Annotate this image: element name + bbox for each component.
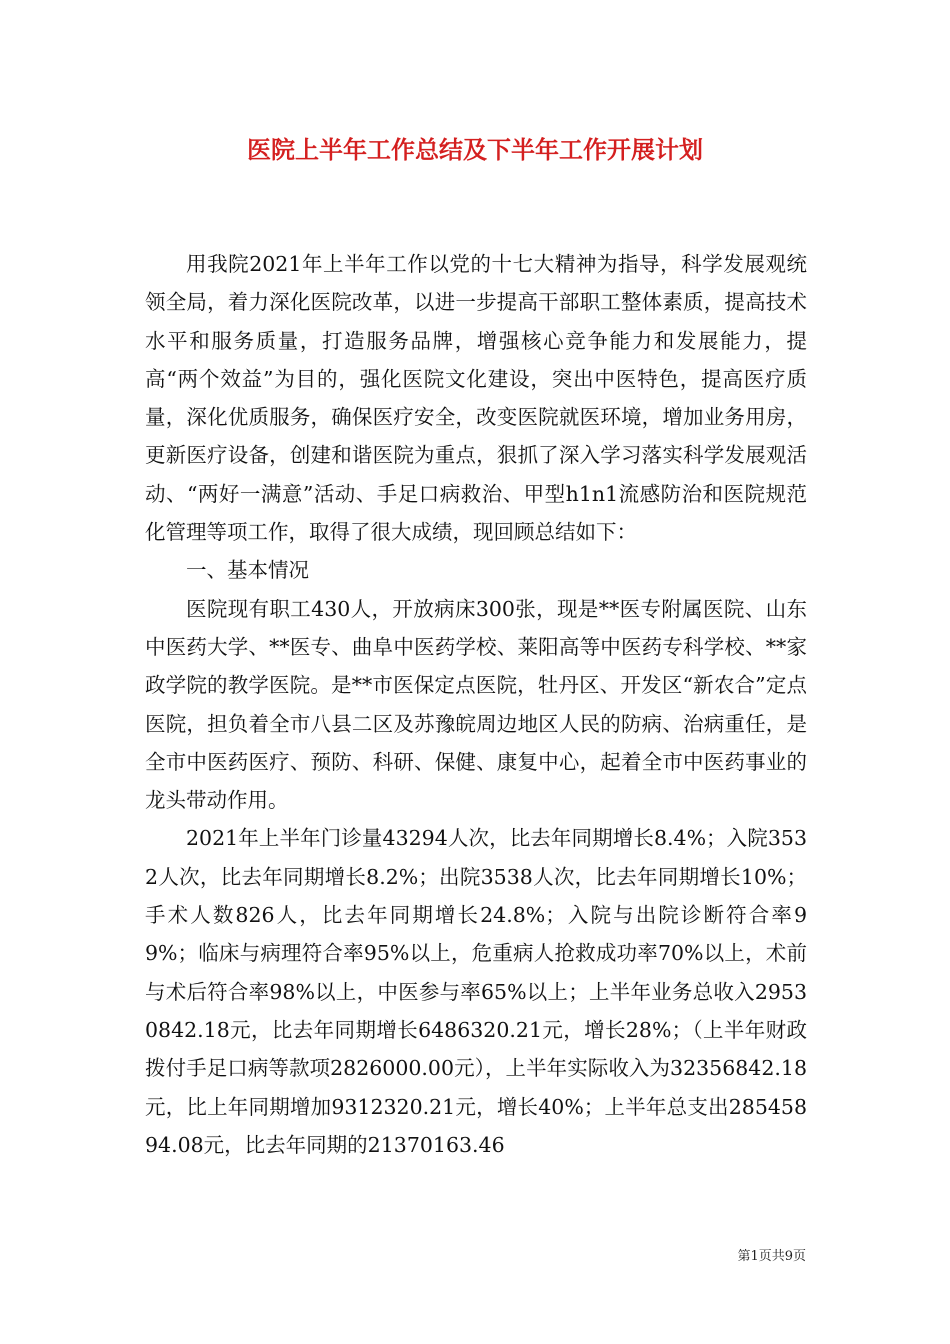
section-heading: 一、基本情况 (186, 558, 309, 583)
intro-paragraph: 用我院2021年上半年工作以党的十七大精神为指导，科学发展观统领全局，着力深化医院改革，以进一步提高干部职工整体素质，提高技术水平和服务质量，打造服务品牌，增强核心竞争能力和发展能力，提高“两个效益”为目的，强化医院文化建设，突出中医特色，提高医疗质量，深化优质服务，确保医疗安全，改变医院就医环境，增加业务用房，更新医疗设备，创建和谐医院为重点，狠抓了深入学习落实科学发展观活动、“两好一满意”活动、手足口病救治、甲型h1n1流感防治和医院规范化管理等项工作，取得了很大成绩，现回顾总结如下： (145, 252, 807, 545)
page-number: 第1页共9页 (737, 1249, 806, 1264)
document-title: 医院上半年工作总结及下半年工作开展计划 (247, 136, 703, 164)
document-body (145, 245, 807, 1164)
basic-info-paragraph: 医院现有职工430人，开放病床300张，现是**医专附属医院、山东中医药大学、**医专、曲阜中医药学校、莱阳高等中医药专科学校、**家政学院的教学医院。是**市医保定点医院，牡丹区、开发区“新农合”定点医院，担负着全市八县二区及苏豫皖周边地区人民的防病、治病重任，是全市中医药医疗、预防、科研、保健、康复中心，起着全市中医药事业的龙头带动作用。 (145, 596, 807, 813)
statistics-paragraph: 2021年上半年门诊量43294人次，比去年同期增长8.4%；入院3532人次，比去年同期增长8.2%；出院3538人次，比去年同期增长10%；手术人数826人，比去年同期增长24.8%；入院与出院诊断符合率99%；临床与病理符合率95%以上，危重病人抢救成功率70%以上，术前与术后符合率98%以上，中医参与率65%以上；上半年业务总收入29530842.18元，比去年同期增长6486320.21元，增长28%；（上半年财政拨付手足口病等款项2826000.00元），上半年实际收入为32356842.18元，比上年同期增加9312320.21元，增长40%；上半年总支出28545894.08元，比去年同期的21370163.46 (145, 826, 807, 1157)
